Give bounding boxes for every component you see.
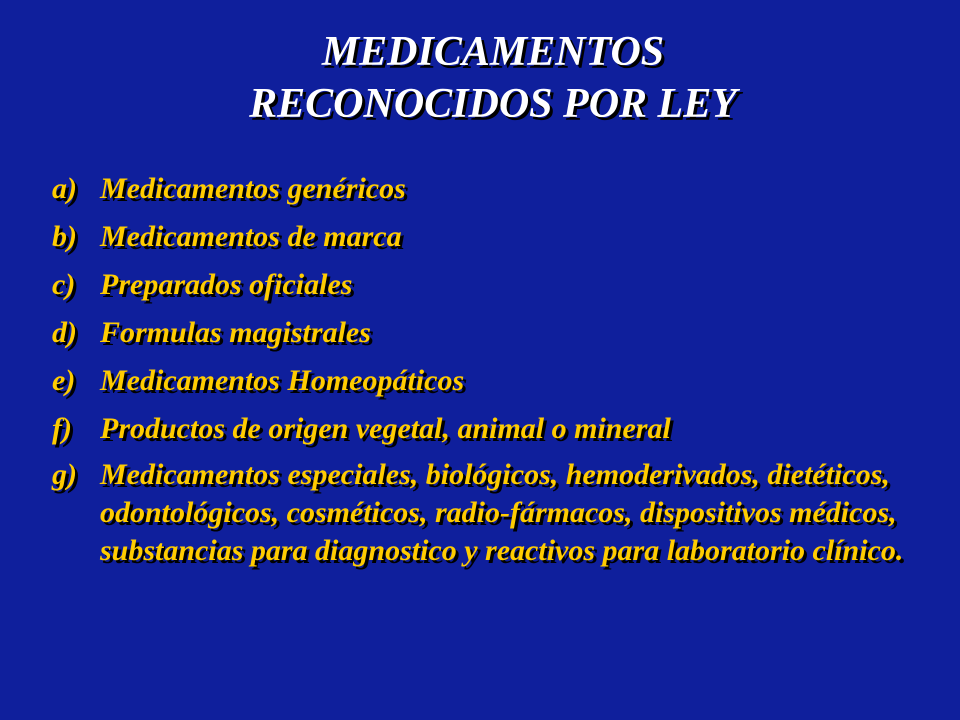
list-item-text: Formulas magistrales (100, 316, 371, 349)
list-item-text: Medicamentos Homeopáticos (100, 364, 465, 397)
list-item-f (52, 408, 932, 449)
list-marker: f) (52, 412, 72, 445)
slide-title-line-1: MEDICAMENTOS (321, 29, 665, 75)
medication-list (52, 168, 932, 577)
list-item-b (52, 216, 932, 257)
list-marker: a) (52, 172, 77, 205)
list-item-d (52, 312, 932, 353)
slide-title-line-2: RECONOCIDOS POR LEY (249, 81, 737, 127)
list-item-a (52, 168, 932, 209)
list-item-text: Medicamentos genéricos (100, 172, 406, 205)
list-item-text: Productos de origen vegetal, animal o mineral (100, 412, 671, 445)
list-marker: d) (52, 316, 77, 349)
list-marker: c) (52, 268, 76, 301)
list-item-text: Preparados oficiales (100, 268, 353, 301)
list-marker: e) (52, 364, 76, 397)
list-item-text: Medicamentos especiales, biológicos, hemoderivados, dietéticos, odontológicos, cosméticos, radio-fármacos, dispositivos médicos, substancias para diagnostico y reactivos para laboratorio clínico. (100, 458, 904, 567)
list-item-e (52, 360, 932, 401)
list-item-g (52, 456, 932, 570)
list-marker: b) (52, 220, 77, 253)
list-item-c (52, 264, 932, 305)
list-marker: g) (52, 458, 77, 491)
list-item-text: Medicamentos de marca (100, 220, 402, 253)
slide-title (0, 26, 960, 130)
